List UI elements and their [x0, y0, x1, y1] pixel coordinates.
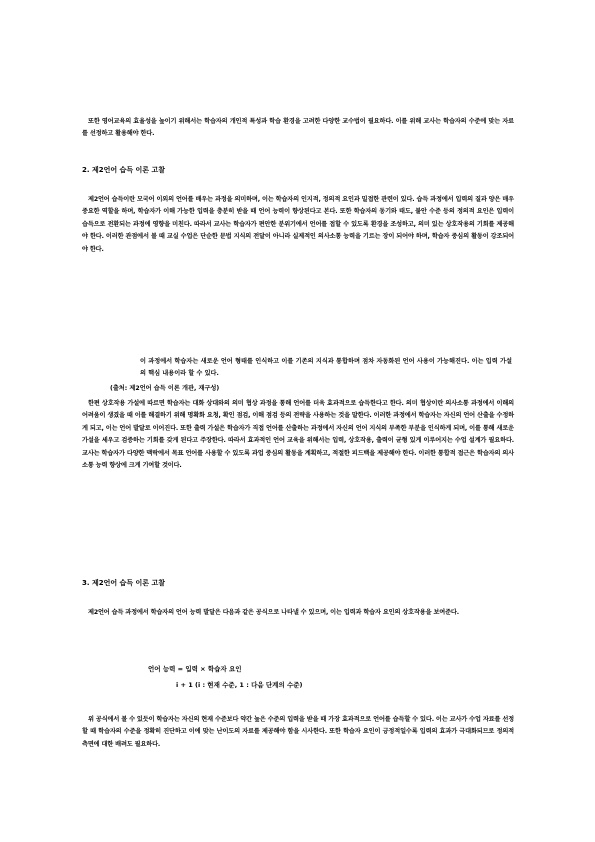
body-paragraph: 제2언어 습득 과정에서 학습자의 언어 능력 발달은 다음과 같은 공식으로 나타낼 수 있으며, 이는 입력과 학습자 요인의 상호작용을 보여준다. [88, 609, 459, 616]
section-heading: 2. 제2언어 습득 이론 고찰 [82, 166, 166, 174]
formula: 언어 능력 = 입력 × 학습자 요인 [148, 665, 242, 673]
section-heading: 3. 제2언어 습득 이론 고찰 [82, 579, 166, 587]
body-paragraph: 위 공식에서 볼 수 있듯이 학습자는 자신의 현재 수준보다 약간 높은 수준의 입력을 받을 때 가장 효과적으로 언어를 습득할 수 있다. 이는 교사가 수업 자료를 선정할 때 학습자의 수준을 정확히 진단하고 이에 맞는 난이도의 자료를 제공해야 함을 시사한다. 또한 학습자 요인이 긍정적일수록 입력의 효과가 극대화되므로 정의적 측면에 대한 배려도 필요하다. [82, 716, 514, 748]
body-paragraph: 또한 영어교육의 효율성을 높이기 위해서는 학습자의 개인적 특성과 학습 환경을 고려한 다양한 교수법이 필요하다. 이를 위해 교사는 학습자의 수준에 맞는 자료를 선정하고 활용해야 한다. [82, 118, 514, 138]
body-paragraph: 제2언어 습득이란 모국어 이외의 언어를 배우는 과정을 의미하며, 이는 학습자의 인지적, 정의적 요인과 밀접한 관련이 있다. 습득 과정에서 입력의 질과 양은 매우 중요한 역할을 하며, 학습자가 이해 가능한 입력을 충분히 받을 때 언어 능력이 향상된다고 본다. 또한 학습자의 동기와 태도, 불안 수준 등의 정의적 요인은 입력이 습득으로 전환되는 과정에 영향을 미친다. 따라서 교사는 학습자가 편안한 분위기에서 언어를 접할 수 있도록 환경을 조성하고, 의미 있는 상호작용의 기회를 제공해야 한다. 이러한 관점에서 볼 때 교실 수업은 단순한 문법 지식의 전달이 아니라 실제적인 의사소통 능력을 기르는 장이 되어야 하며, 학습자 중심의 활동이 강조되어야 한다. [82, 196, 514, 253]
formula-legend: i + 1 (i : 현재 수준, 1 : 다음 단계의 수준) [176, 681, 303, 689]
quote-source: (출처: 제2언어 습득 이론 개관, 재구성) [110, 385, 220, 392]
body-paragraph: 한편 상호작용 가설에 따르면 학습자는 대화 상대와의 의미 협상 과정을 통해 언어를 더욱 효과적으로 습득한다고 한다. 의미 협상이란 의사소통 과정에서 이해의 어려움이 생겼을 때 이를 해결하기 위해 명확화 요청, 확인 점검, 이해 점검 등의 전략을 사용하는 것을 말한다. 이러한 과정에서 학습자는 자신의 언어 산출을 수정하게 되고, 이는 언어 발달로 이어진다. 또한 출력 가설은 학습자가 직접 언어를 산출하는 과정에서 자신의 언어 지식의 부족한 부분을 인식하게 되며, 이를 통해 새로운 가설을 세우고 검증하는 기회를 갖게 된다고 주장한다. 따라서 효과적인 언어 교육을 위해서는 입력, 상호작용, 출력이 균형 있게 이루어지는 수업 설계가 필요하다. 교사는 학습자가 다양한 맥락에서 목표 언어를 사용할 수 있도록 과업 중심의 활동을 계획하고, 적절한 피드백을 제공해야 한다. 이러한 통합적 접근은 학습자의 의사소통 능력 향상에 크게 기여할 것이다. [82, 400, 514, 470]
block-quote: 이 과정에서 학습자는 새로운 언어 형태를 인식하고 이를 기존의 지식과 통합하며 점차 자동화된 언어 사용이 가능해진다. 이는 입력 가설의 핵심 내용이라 할 수 있다. [140, 358, 512, 378]
